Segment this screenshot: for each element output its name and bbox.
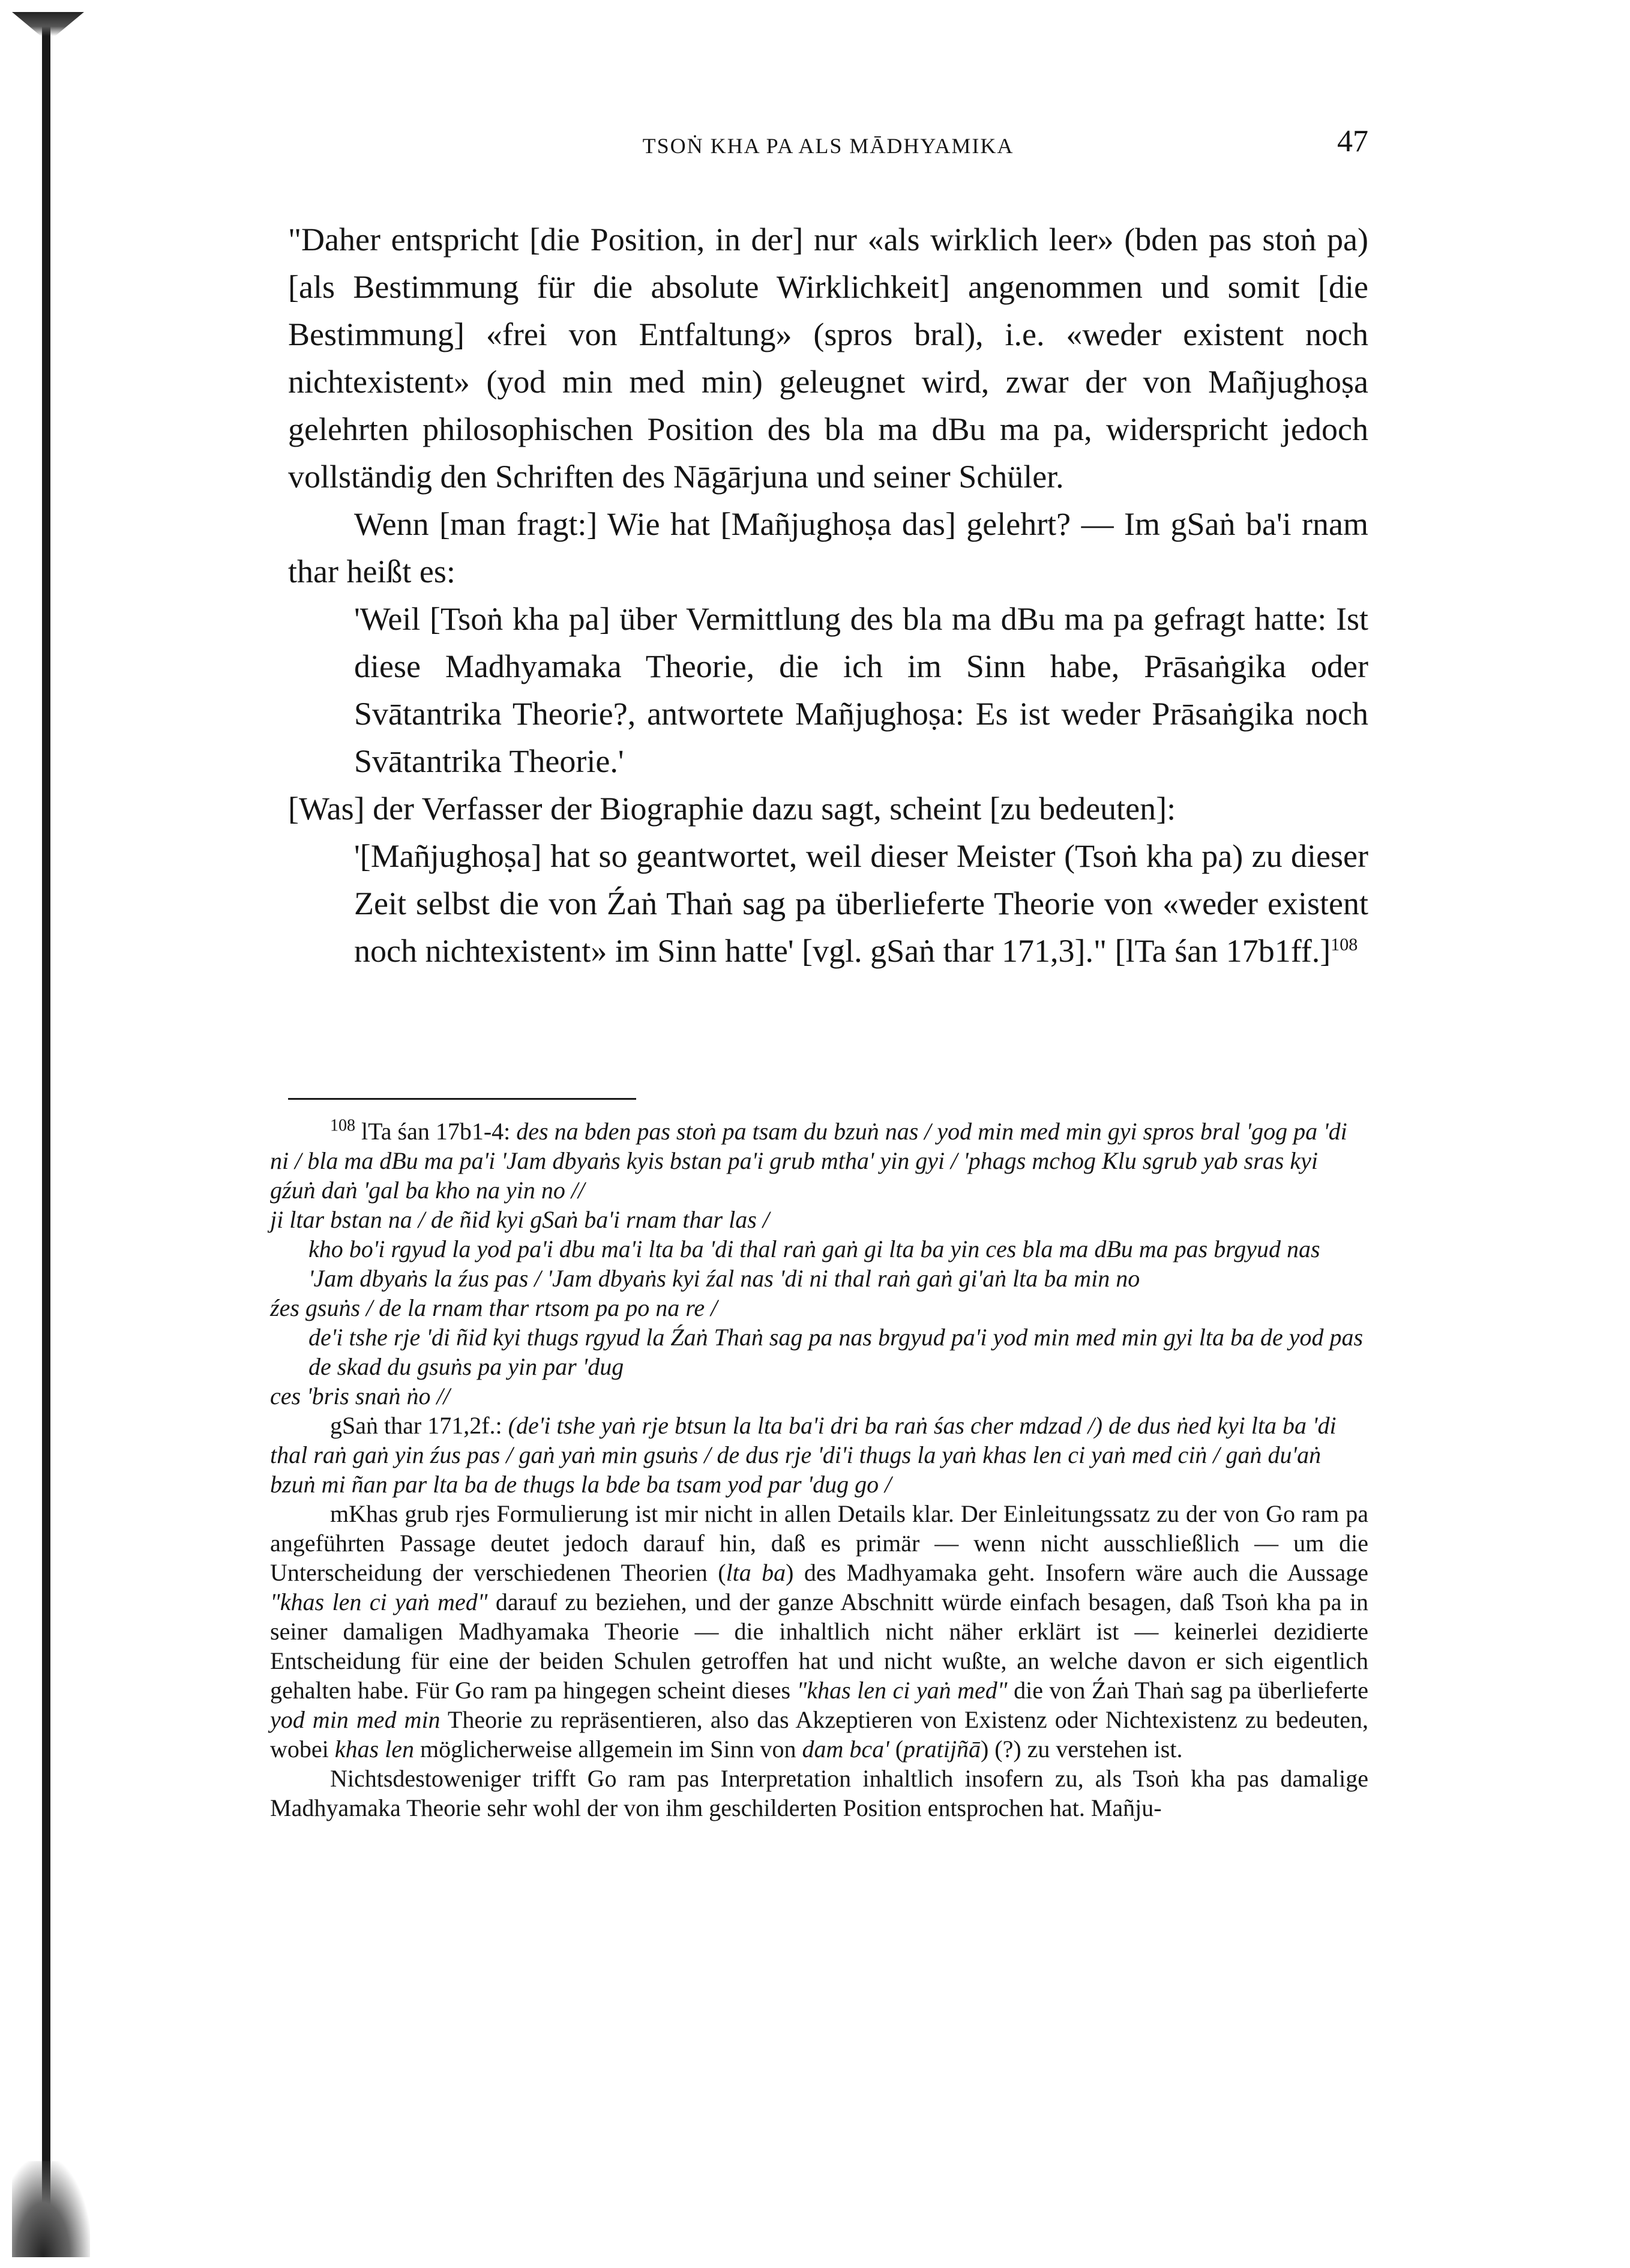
footnote-tibetan-3: kho bo'i rgyud la yod pa'i dbu ma'i lta ba 'di thal raṅ gaṅ gi lta ba yin ces bla ma dBu ma pas brgyud nas 'Jam dbyaṅs la źus pas / 'Jam dbyaṅs kyi źal nas 'di ni thal raṅ gaṅ gi'aṅ lta ba min no <box>308 1235 1320 1292</box>
main-text <box>288 216 1368 975</box>
page-header <box>288 124 1368 172</box>
commentary-term: "khas len ci yaṅ med" <box>270 1588 488 1615</box>
footnote-commentary-1 <box>270 1499 1368 1764</box>
commentary-text: möglicherweise allgemein im Sinn von <box>414 1736 802 1763</box>
commentary-text: ) des Madhyamaka geht. Insofern wäre auch die Aussage <box>786 1559 1369 1586</box>
footnote-marker: 108 <box>1331 935 1358 955</box>
running-head: TSOṄ KHA PA ALS MĀDHYAMIKA <box>642 134 1014 158</box>
footnote-tibetan-6: ces 'bris snaṅ ṅo // <box>270 1383 450 1410</box>
commentary-term: "khas len ci yaṅ med" <box>796 1677 1008 1704</box>
footnote-tibetan-5: de'i tshe rje 'di ñid kyi thugs rgyud la Źaṅ Thaṅ sag pa nas brgyud pa'i yod min med min gyi lta ba de yod pas de skad du gsuṅs pa yin par 'dug <box>308 1324 1364 1380</box>
commentary-text: die von Źaṅ Thaṅ sag pa überlieferte <box>1007 1677 1368 1704</box>
commentary-text: ( <box>889 1736 904 1763</box>
commentary-term: dam bca' <box>802 1736 889 1763</box>
page-number: 47 <box>1337 124 1368 158</box>
footnote-source-ref: lTa śan 17b1-4: <box>361 1118 511 1145</box>
commentary-term: yod min med min <box>270 1706 441 1733</box>
commentary-text: Theorie zu repräsentieren, also das Akzeptieren von Existenz oder Nichtexistenz zu bedeuten, wobei <box>270 1706 1368 1763</box>
paragraph-3: [Was] der Verfasser der Biographie dazu sagt, scheint [zu bedeuten]: <box>288 791 1176 827</box>
commentary-text: darauf zu beziehen, und der ganze Abschnitt würde einfach besagen, daß Tsoṅ kha pa in seiner damaligen Madhyamaka Theorie — die inhaltlich nicht näher erklärt ist — keinerlei dezidierte Entscheidung für eine der beiden Schulen getroffen hat und nicht wußte, an welche davon er sich eigentlich gehalten habe. Für Go ram pa hingegen scheint dieses <box>270 1588 1368 1704</box>
footnote-number: 108 <box>330 1116 355 1135</box>
binding-shadow-bottom <box>12 2161 90 2257</box>
commentary-text: mKhas grub rjes Formulierung ist mir nicht in allen Details klar. Der Einleitungssatz zu der von Go ram pa angeführten Passage deutet jedoch darauf hin, daß es primär — wenn nicht ausschließlich — um die Unterscheidung der verschiedenen Theorien ( <box>270 1500 1368 1586</box>
footnote-tibetan-4: źes gsuṅs / de la rnam thar rtsom pa po na re / <box>270 1294 718 1321</box>
commentary-text: ) (?) zu verstehen ist. <box>980 1736 1183 1763</box>
footnote-tibetan-1: des na bden pas stoṅ pa tsam du bzuṅ nas / yod min med min gyi spros bral 'gog pa 'di ni / bla ma dBu ma pa'i 'Jam dbyaṅs kyis bstan pa'i grub mtha' yin gyi / 'phags mchog Klu sgrub yab sras kyi gźuṅ daṅ 'gal ba kho na yin no // <box>270 1118 1347 1204</box>
commentary-term: khas len <box>334 1736 414 1763</box>
footnotes <box>270 1117 1368 1823</box>
footnote-commentary-2: Nichtsdestoweniger trifft Go ram pas Interpretation inhaltlich insofern zu, als Tsoṅ kha pas damalige Madhyamaka Theorie sehr wohl der von ihm geschilderten Position entsprochen hat. Mañju- <box>270 1765 1368 1821</box>
book-binding-edge <box>42 18 50 2239</box>
footnote-tibetan-2: ji ltar bstan na / de ñid kyi gSaṅ ba'i rnam thar las / <box>270 1206 769 1233</box>
footnote-gsan-thar <box>270 1411 1368 1499</box>
commentary-term: lta ba <box>726 1559 786 1586</box>
paragraph-1: "Daher entspricht [die Position, in der] nur «als wirklich leer» (bden pas stoṅ pa) [als Bestimmung für die absolute Wirklichkeit] angenommen und somit [die Bestimmung] «frei von Entfaltung» (spros bral), i.e. «weder existent noch nichtexistent» (yod min med min) geleugnet wird, zwar der von Mañjughoṣa gelehrten philosophischen Position des bla ma dBu ma pa, widerspricht jedoch vollständig den Schriften des Nāgārjuna und seiner Schüler. <box>288 222 1368 495</box>
commentary-term: pratijñā <box>903 1736 981 1763</box>
footnote-gsan-ref: gSaṅ thar 171,2f.: <box>330 1412 502 1439</box>
footnote-rule <box>288 1098 636 1100</box>
binding-shadow-top <box>12 12 84 36</box>
block-quote-2-text: '[Mañjughoṣa] hat so geantwortet, weil dieser Meister (Tsoṅ kha pa) zu dieser Zeit selbst die von Źaṅ Thaṅ sag pa überlieferte Theorie von «weder existent noch nichtexistent» im Sinn hatte' [vgl. gSaṅ thar 171,3]." [lTa śan 17b1ff.] <box>354 838 1368 969</box>
block-quote-1: 'Weil [Tsoṅ kha pa] über Vermittlung des bla ma dBu ma pa gefragt hatte: Ist diese Madhyamaka Theorie, die ich im Sinn habe, Prāsaṅgika oder Svātantrika Theorie?, antwortete Mañjughoṣa: Es ist weder Prāsaṅgika noch Svātantrika Theorie.' <box>354 601 1368 779</box>
footnote-108-first <box>270 1117 1368 1205</box>
paragraph-2: Wenn [man fragt:] Wie hat [Mañjughoṣa das] gelehrt? — Im gSaṅ ba'i rnam thar heißt es: <box>288 506 1368 590</box>
block-quote-2 <box>354 833 1368 975</box>
footnote-gsan-text: (de'i tshe yaṅ rje btsun la lta ba'i dri ba raṅ śas cher mdzad /) de dus ṅed kyi lta ba 'di thal raṅ gaṅ yin źus pas / gaṅ yaṅ min gsuṅs / de dus rje 'di'i thugs la yaṅ khas len ci yaṅ med ciṅ / gaṅ du'aṅ bzuṅ mi ñan par lta ba de thugs la bde ba tsam yod par 'dug go / <box>270 1412 1337 1498</box>
